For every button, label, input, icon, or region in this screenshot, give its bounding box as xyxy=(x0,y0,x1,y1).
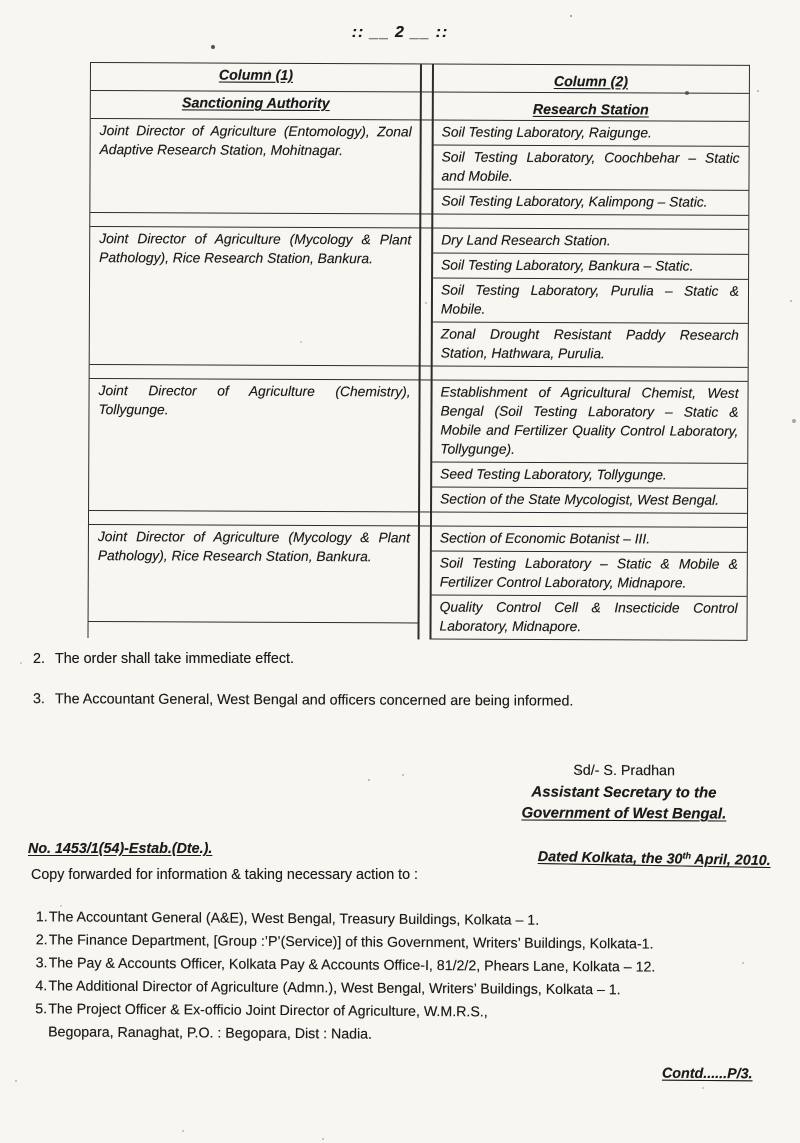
item-number: 2. xyxy=(35,932,48,949)
station-cell: Seed Testing Laboratory, Tollygunge. xyxy=(431,461,747,487)
item-text: The Additional Director of Agriculture (Admn.), West Bengal, Writers’ Buildings, Kolkata – 1. xyxy=(48,978,621,999)
item-text xyxy=(48,998,784,1049)
order-paragraph-2 xyxy=(0,651,790,667)
station-cell: Zonal Drought Resistant Paddy Research Station, Hathwara, Purulia. xyxy=(432,321,748,366)
page-number: :: __ 2 __ :: xyxy=(351,24,449,41)
column-1-title: Column (1) xyxy=(218,67,294,84)
authority-cell: Joint Director of Agriculture (Mycology & Plant Pathology), Rice Research Station, Bankura. xyxy=(99,231,412,267)
item-text: The Accountant General (A&E), West Bengal, Treasury Buildings, Kolkata – 1. xyxy=(48,909,540,929)
sanction-table xyxy=(87,62,750,641)
scan-speckles xyxy=(0,0,2,2)
authority-cell: Joint Director of Agriculture (Mycology & Plant Pathology), Rice Research Station, Bankura. xyxy=(89,525,419,623)
item-text-line-2: Begopara, Ranaghat, P.O. : Begopara, Dist : Nadia. xyxy=(48,1024,373,1043)
station-cell: Quality Control Cell & Insecticide Control Laboratory, Midnapore. xyxy=(430,594,746,639)
station-cell: Soil Testing Laboratory, Kalimpong – Static. xyxy=(432,188,748,214)
station-cell: Dry Land Research Station. xyxy=(441,232,611,249)
station-stack xyxy=(432,120,748,214)
item-number: 5. xyxy=(35,1001,48,1018)
copy-forward-line: Copy forwarded for information & taking necessary action to : xyxy=(31,867,419,883)
item-text: The Pay & Accounts Officer, Kolkata Pay & Accounts Office-I, 81/2/2, Phears Lane, Kolkata – 12. xyxy=(48,955,656,976)
memo-reference-number: No. 1453/1(54)-Estab.(Dte.). xyxy=(28,841,213,857)
paragraph-text: The order shall take immediate effect. xyxy=(55,651,294,667)
order-paragraph-3 xyxy=(0,691,790,710)
paragraph-number: 3. xyxy=(32,691,45,708)
item-number: 4. xyxy=(35,978,48,995)
station-cell: Soil Testing Laboratory, Coochbehar – Static and Mobile. xyxy=(432,144,748,189)
item-text: The Finance Department, [Group :’P’(Service)] of this Government, Writers’ Buildings, Kolkata-1. xyxy=(48,932,654,953)
column-2-title: Column (2) xyxy=(553,74,628,91)
item-number: 3. xyxy=(35,955,48,972)
item-number: 1. xyxy=(35,909,48,926)
station-cell: Section of the State Mycologist, West Bengal. xyxy=(431,486,747,512)
station-cell: Section of Economic Botanist – III. xyxy=(439,530,651,547)
distribution-list xyxy=(0,906,785,1049)
contd-note: Contd......P/3. xyxy=(662,1065,754,1083)
paragraph-text: The Accountant General, West Bengal and officers concerned are being informed. xyxy=(54,691,574,710)
memo-date-suffix: April, 2010. xyxy=(690,851,771,870)
station-stack xyxy=(430,526,746,640)
station-cell: Soil Testing Laboratory, Bankura – Static. xyxy=(432,252,748,278)
station-cell: Establishment of Agricultural Chemist, West Bengal (Soil Testing Laboratory – Static & Mobile and Fertilizer Quality Control Laboratory, Tollygunge). xyxy=(440,384,739,457)
paragraph-number: 2. xyxy=(33,651,45,667)
authority-cell: Joint Director of Agriculture (Chemistry), Tollygunge. xyxy=(98,383,411,418)
distribution-item-5 xyxy=(0,998,784,1049)
memo-date-superscript: th xyxy=(682,850,692,861)
authority-cell: Joint Director of Agriculture (Entomology), Zonal Adaptive Research Station, Mohitnagar. xyxy=(99,123,412,159)
memo-date-prefix: Dated Kolkata, the 30 xyxy=(537,848,683,868)
station-cell: Soil Testing Laboratory, Purulia – Static & Mobile. xyxy=(432,277,748,322)
memo-date xyxy=(538,848,771,869)
signed-by: Sd/- S. Pradhan xyxy=(573,762,676,780)
signature-block xyxy=(505,762,743,824)
station-stack xyxy=(431,380,748,512)
item-text-line-1: The Project Officer & Ex-officio Joint Director of Agriculture, W.M.R.S., xyxy=(48,1001,488,1021)
sanctioning-authority-header: Sanctioning Authority xyxy=(181,95,330,113)
designation-line-2: Government of West Bengal. xyxy=(521,804,727,823)
station-cell: Soil Testing Laboratory – Static & Mobile & Fertilizer Control Laboratory, Midnapore. xyxy=(431,550,747,595)
designation-line-1: Assistant Secretary to the xyxy=(531,783,717,802)
station-stack xyxy=(432,228,749,366)
research-station-header: Research Station xyxy=(532,101,649,119)
station-cell: Soil Testing Laboratory, Raigunge. xyxy=(441,124,652,141)
